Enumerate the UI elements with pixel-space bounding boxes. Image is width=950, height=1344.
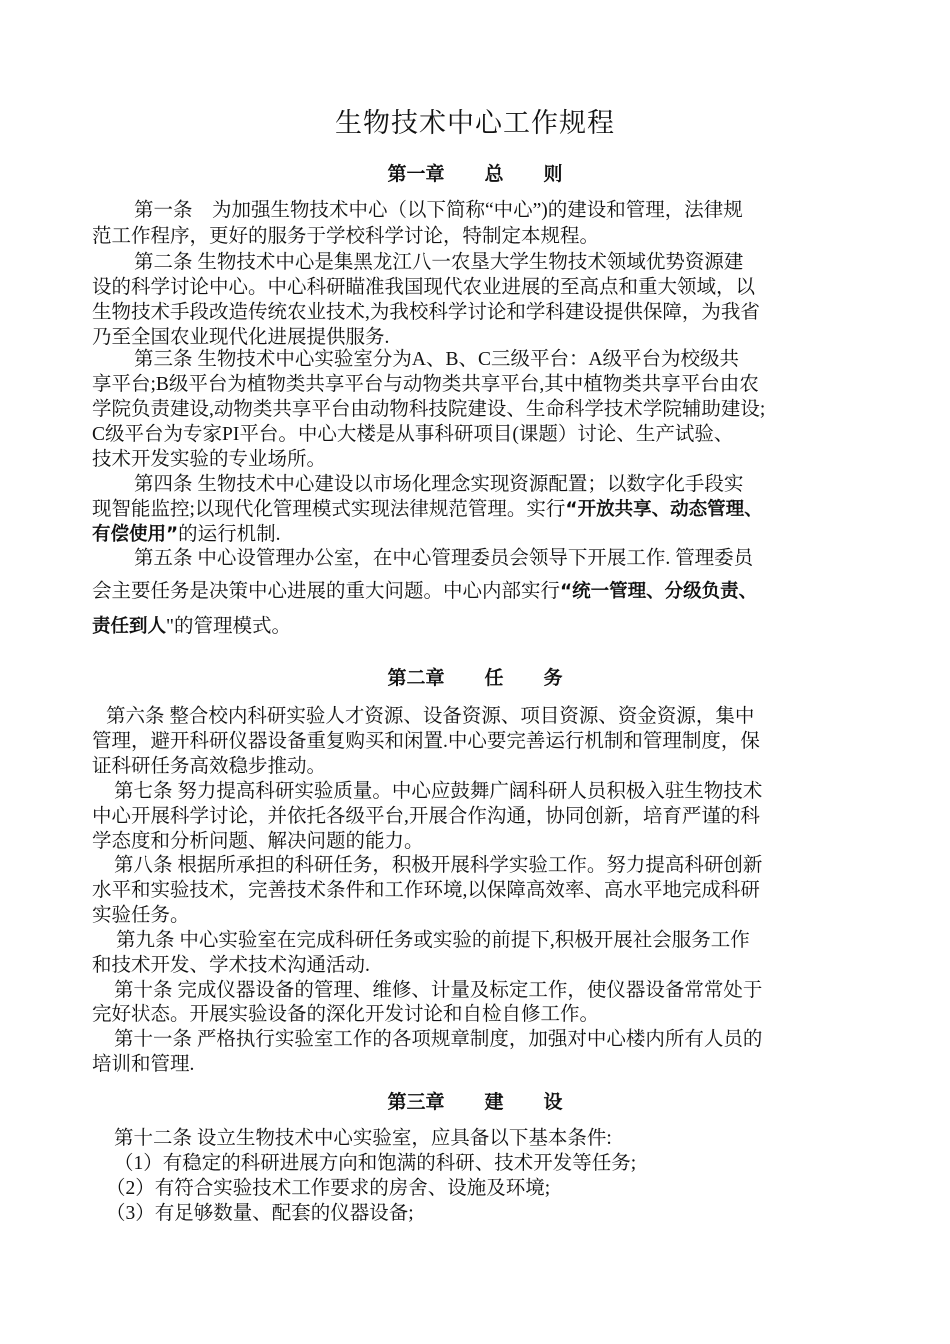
chapter-2-char-1: 任 [484,667,504,689]
chapter-1-prefix: 第一章 [387,163,445,185]
article-8-line-3: 实验任务。 [92,905,190,926]
article-5-text: 会主要任务是决策中心进展的重大问题。中心内部实行 [92,581,561,602]
article-5-line-1: 第五条 中心设管理办公室，在中心管理委员会领导下开展工作. 管理委员 [134,548,754,569]
chapter-1-char-2: 则 [543,163,563,185]
chapter-1-char-1: 总 [484,163,504,185]
article-1-line-2: 范工作程序，更好的服务于学校科学讨论，特制定本规程。 [92,226,600,247]
chapter-3-char-2: 设 [543,1091,563,1113]
article-10-line-1: 第十条 完成仪器设备的管理、维修、计量及标定工作，使仪器设备常常处于 [114,980,763,1001]
article-5-emphasis-1: “统一管理、分级负责、 [560,581,758,602]
article-7-line-3: 学态度和分析问题、解决问题的能力。 [92,831,424,852]
article-5-text-end: "的管理模式。 [166,616,291,637]
article-2-line-3: 生物技术手段改造传统农业技术,为我校科学讨论和学科建设提供保障，为我省 [92,302,760,323]
chapter-3-heading [0,1088,950,1116]
article-4-line-3 [92,522,281,548]
article-12-line-1: 第十二条 设立生物技术中心实验室，应具备以下基本条件: [114,1128,612,1149]
article-3-line-5: 技术开发实验的专业场所。 [92,449,327,470]
article-3-line-4: C级平台为专家PI平台。中心大楼是从事科研项目(课题）讨论、生产试验、 [92,424,734,445]
article-12-item-3: （3）有足够数量、配套的仪器设备; [106,1203,414,1224]
chapter-3-char-1: 建 [484,1091,504,1113]
article-3-line-2: 享平台;B级平台为植物类共享平台与动物类共享平台,其中植物类共享平台由农 [92,374,759,395]
article-6-line-2: 管理，避开科研仪器设备重复购买和闲置.中心要完善运行机制和管理制度，保 [92,731,760,752]
article-6-line-3: 证科研任务高效稳步推动。 [92,756,327,777]
article-4-text: 现智能监控;以现代化管理模式实现法律规范管理。实行 [92,499,566,520]
article-2-line-4: 乃至全国农业现代化进展提供服务. [92,327,390,348]
article-1-line-1: 第一条 为加强生物技术中心（以下简称“中心”)的建设和管理，法律规 [134,200,743,221]
article-8-line-2: 水平和实验技术，完善技术条件和工作环境,以保障高效率、高水平地完成科研 [92,880,760,901]
article-7-line-1: 第七条 努力提高科研实验质量。中心应鼓舞广阔科研人员积极入驻生物技术 [114,781,763,802]
document-title: 生物技术中心工作规程 [335,108,615,139]
article-4-line-1: 第四条 生物技术中心建设以市场化理念实现资源配置；以数字化手段实 [134,474,744,495]
article-3-line-3: 学院负责建设,动物类共享平台由动物科技院建设、生命科学技术学院辅助建设; [92,399,766,420]
article-12-item-2: （2）有符合实验技术工作要求的房舍、设施及环境; [106,1178,551,1199]
chapter-2-heading [0,664,950,692]
article-8-line-1: 第八条 根据所承担的科研任务，积极开展科学实验工作。努力提高科研创新 [114,855,763,876]
chapter-1-heading [0,160,950,188]
article-5-emphasis-2: 责任到人 [92,616,167,637]
article-2-line-2: 设的科学讨论中心。中心科研瞄准我国现代农业进展的至高点和重大领域，以 [92,277,756,298]
article-2-line-1: 第二条 生物技术中心是集黑龙江八一农垦大学生物技术领域优势资源建 [134,252,744,273]
article-7-line-2: 中心开展科学讨论，并依托各级平台,开展合作沟通，协同创新，培育严谨的科 [92,806,760,827]
chapter-2-prefix: 第二章 [387,667,445,689]
article-4-emphasis-2: 有偿使用” [92,524,179,545]
article-3-line-1: 第三条 生物技术中心实验室分为A、B、C三级平台：A级平台为校级共 [134,349,740,370]
article-5-line-2 [92,579,757,605]
article-10-line-2: 完好状态。开展实验设备的深化开发讨论和自检自修工作。 [92,1004,600,1025]
article-6-line-1: 第六条 整合校内科研实验人才资源、设备资源、项目资源、资金资源，集中 [106,706,755,727]
article-11-line-1: 第十一条 严格执行实验室工作的各项规章制度，加强对中心楼内所有人员的 [114,1029,763,1050]
article-12-item-1: （1）有稳定的科研进展方向和饱满的科研、技术开发等任务; [114,1153,637,1174]
article-11-line-2: 培训和管理. [92,1054,195,1075]
article-5-line-3 [92,614,291,640]
article-4-emphasis-1: “开放共享、动态管理、 [565,499,763,520]
article-4-text-end: 的运行机制. [178,524,281,545]
article-9-line-2: 和技术开发、学术技术沟通活动. [92,955,370,976]
article-9-line-1: 第九条 中心实验室在完成科研任务或实验的前提下,积极开展社会服务工作 [116,930,750,951]
chapter-2-char-2: 务 [543,667,563,689]
chapter-3-prefix: 第三章 [387,1091,445,1113]
article-4-line-2 [92,497,763,523]
